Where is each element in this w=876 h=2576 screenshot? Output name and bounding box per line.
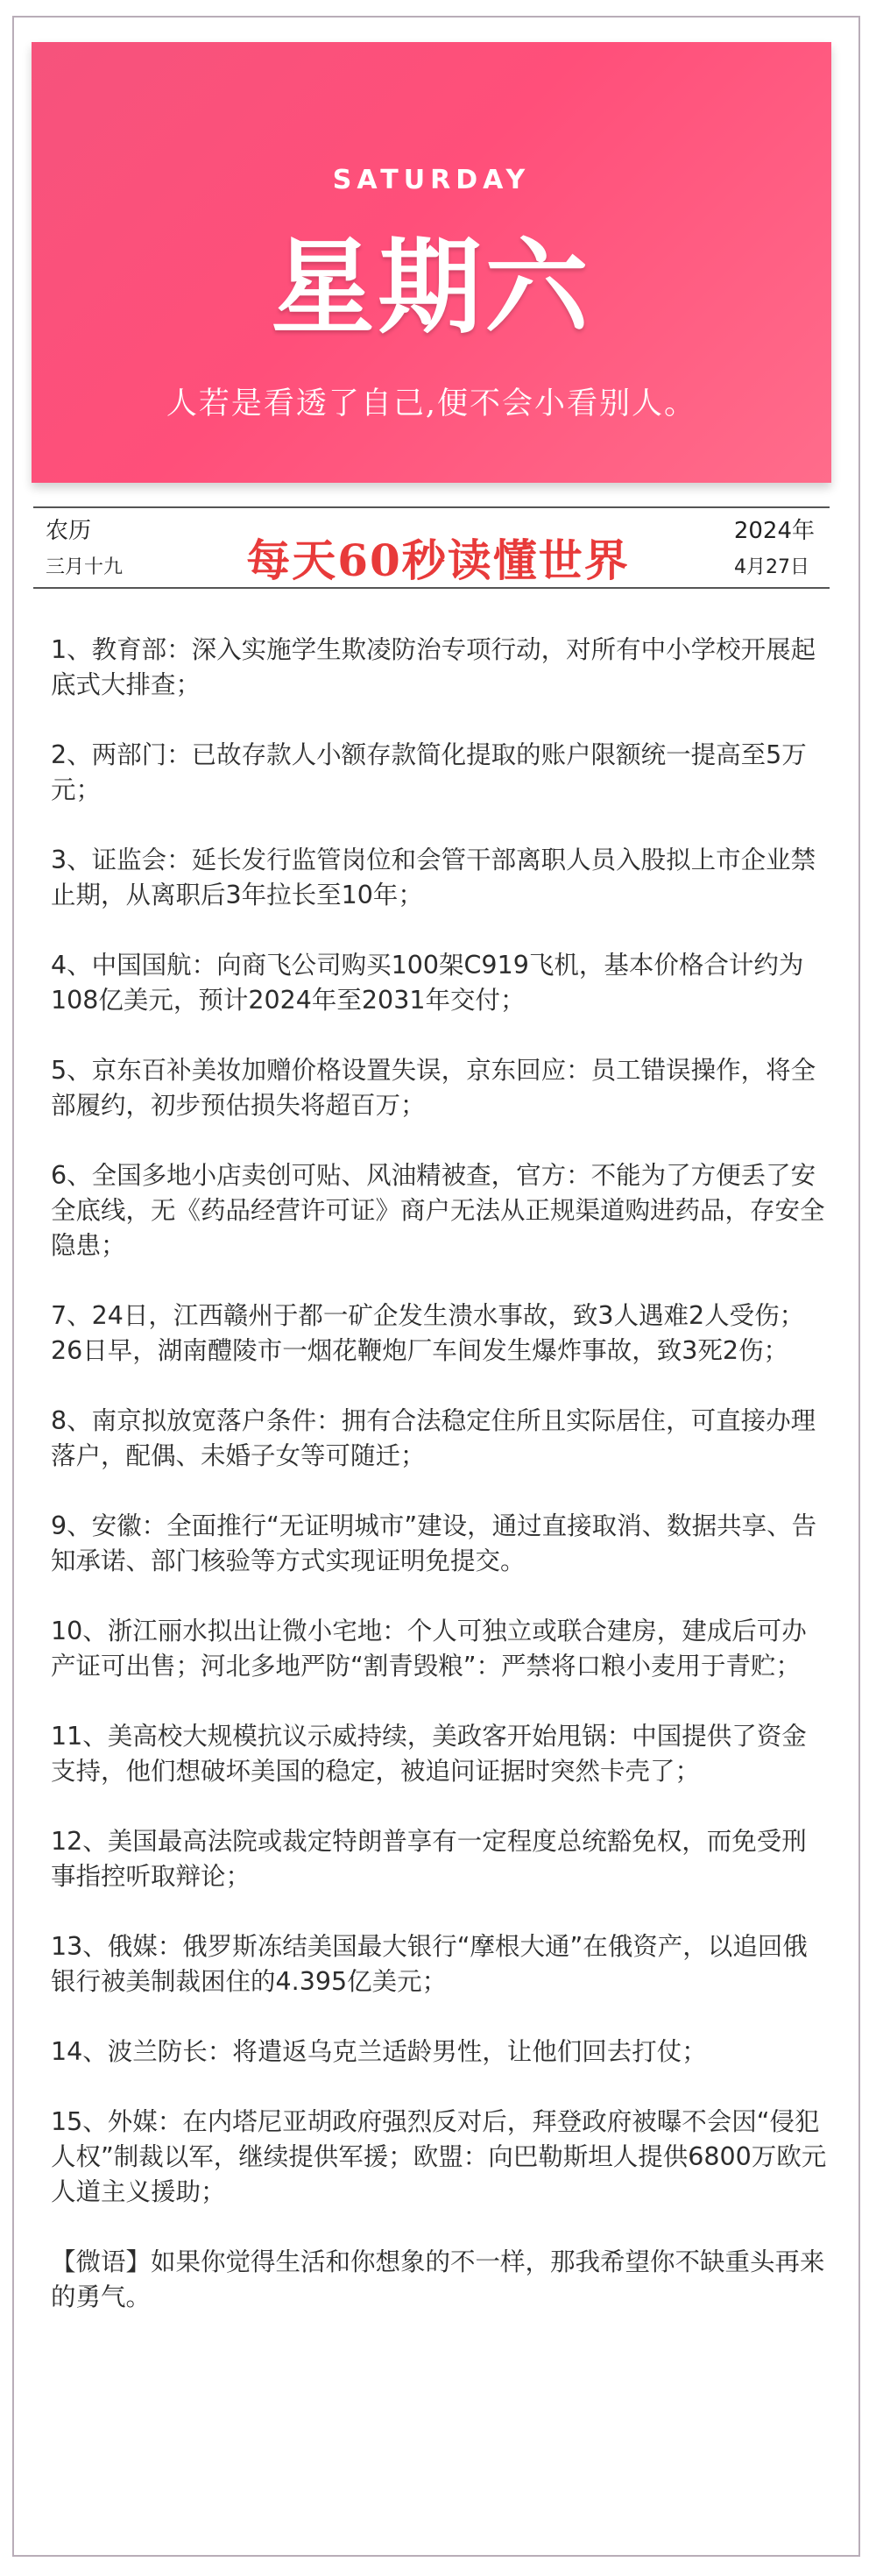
news-item-6: 6、全国多地小店卖创可贴、风油精被查，官方：不能为了方便丢了安全底线，无《药品经营许可证》商户无法从正规渠道购进药品，存安全隐患； <box>51 1161 825 1260</box>
weekday-english: SATURDAY <box>332 165 531 195</box>
weekday-banner <box>32 42 831 483</box>
news-item-2: 2、两部门：已故存款人小额存款简化提取的账户限额统一提高至5万元； <box>51 740 807 804</box>
news-item-14: 14、波兰防长：将遣返乌克兰适龄男性，让他们回去打仗； <box>51 2037 707 2066</box>
news-item-8: 8、南京拟放宽落户条件：拥有合法稳定住所且实际居住，可直接办理落户，配偶、未婚子女等可随迁； <box>51 1406 816 1470</box>
news-item-7: 7、24日，江西赣州于都一矿企发生溃水事故，致3人遇难2人受伤；26日早，湖南醴陵市一烟花鞭炮厂车间发生爆炸事故，致3死2伤； <box>51 1301 805 1365</box>
news-item-5: 5、京东百补美妆加赠价格设置失误，京东回应：员工错误操作，将全部履约，初步预估损失将超百万； <box>51 1056 816 1120</box>
divider-top <box>33 506 830 508</box>
lunar-label: 农历 <box>46 518 92 544</box>
news-item-12: 12、美国最高法院或裁定特朗普享有一定程度总统豁免权，而免受刑事指控听取辩论； <box>51 1827 807 1891</box>
news-list <box>51 633 830 2315</box>
page-title: 每天60秒读懂世界 <box>246 534 630 586</box>
news-item-3: 3、证监会：延长发行监管岗位和会管干部离职人员入股拟上市企业禁止期，从离职后3年拉长至10年； <box>51 846 816 909</box>
news-item-11: 11、美高校大规模抗议示威持续，美政客开始甩锅：中国提供了资金支持，他们想破坏美国的稳定，被追问证据时突然卡壳了； <box>51 1722 807 1786</box>
news-item-15: 15、外媒：在内塔尼亚胡政府强烈反对后，拜登政府被曝不会因“侵犯人权”制裁以军，继续提供军援；欧盟：向巴勒斯坦人提供6800万欧元人道主义援助； <box>51 2107 827 2206</box>
banner-quote: 人若是看透了自己,便不会小看别人。 <box>166 386 697 421</box>
news-item-9: 9、安徽：全面推行“无证明城市”建设，通过直接取消、数据共享、告知承诺、部门核验等方式实现证明免提交。 <box>51 1511 817 1575</box>
date-label: 4月27日 <box>734 556 809 578</box>
news-item-4: 4、中国国航：向商飞公司购买100架C919飞机，基本价格合计约为108亿美元，预计2024年至2031年交付； <box>51 951 804 1015</box>
news-item-10: 10、浙江丽水拟出让微小宅地：个人可独立或联合建房，建成后可办产证可出售；河北多地严防“割青毁粮”：严禁将口粮小麦用于青贮； <box>51 1617 807 1681</box>
lunar-date: 三月十九 <box>46 556 124 578</box>
weekday-chinese: 星期六 <box>271 226 592 348</box>
news-item-13: 13、俄媒：俄罗斯冻结美国最大银行“摩根大通”在俄资产，以追回俄银行被美制裁困住的4.395亿美元； <box>51 1932 808 1996</box>
closing-quote: 【微语】如果你觉得生活和你想象的不一样，那我希望你不缺重头再来的勇气。 <box>51 2247 825 2311</box>
year-label: 2024年 <box>733 518 815 544</box>
news-item-1: 1、教育部：深入实施学生欺凌防治专项行动，对所有中小学校开展起底式大排查； <box>51 635 816 699</box>
divider-bottom <box>33 587 830 589</box>
